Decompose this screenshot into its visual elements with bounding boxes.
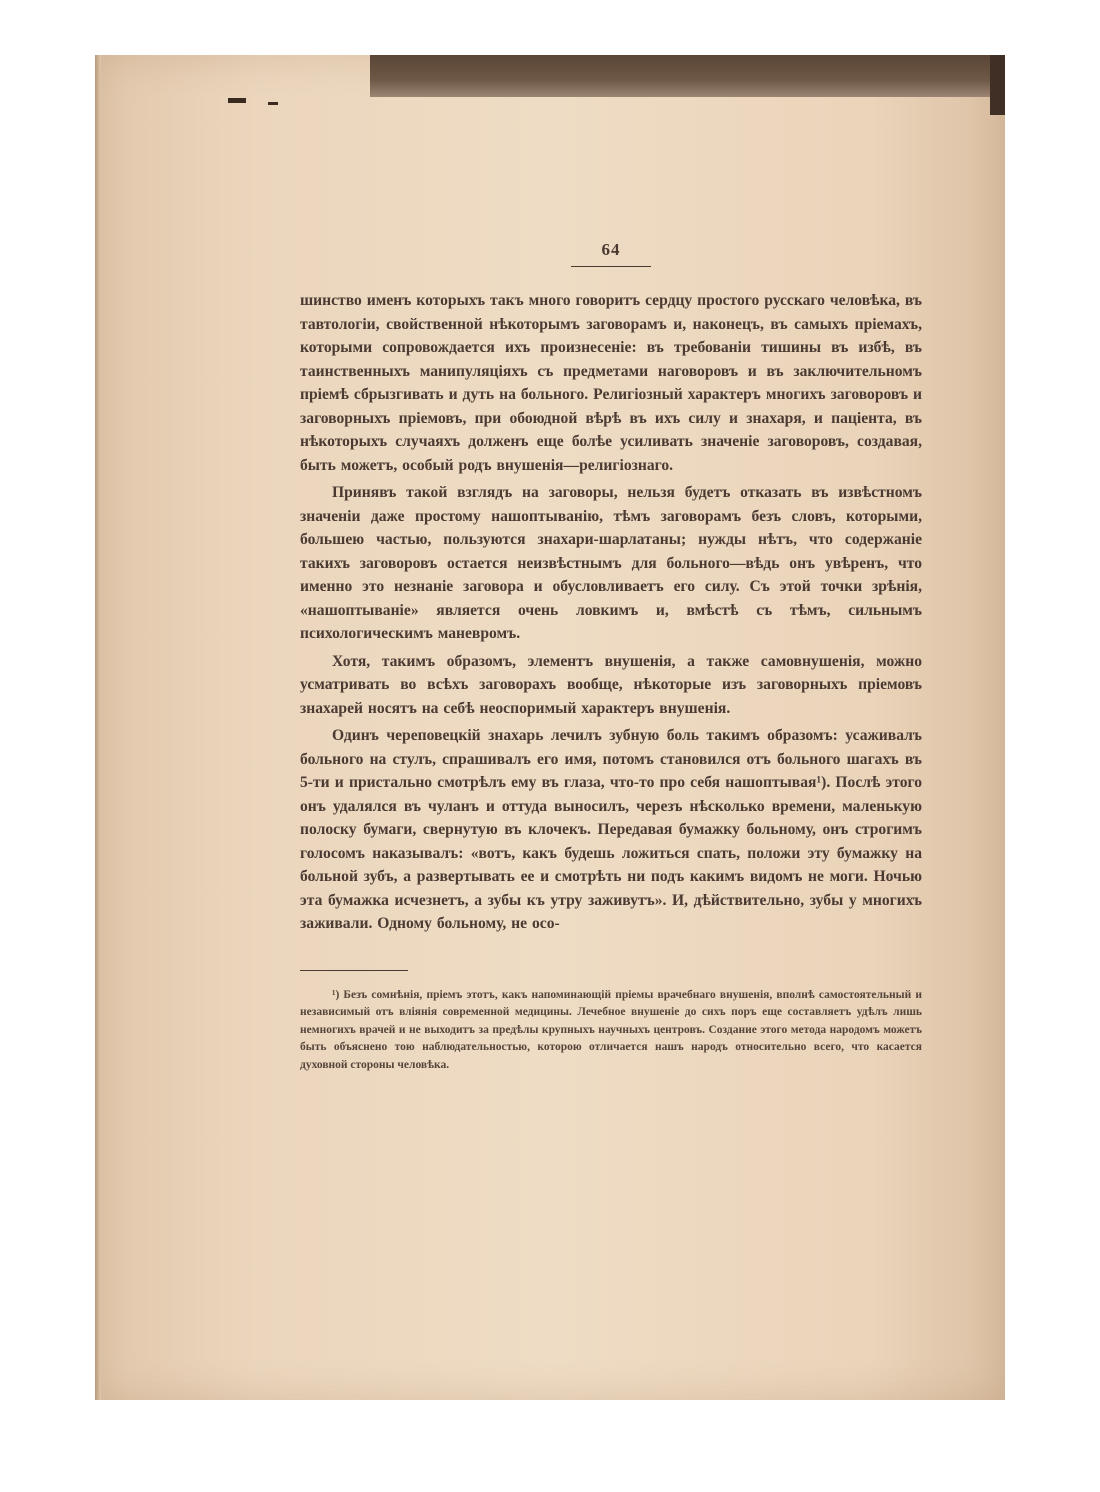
page-content <box>300 240 922 1086</box>
paragraph: Хотя, такимъ образомъ, элементъ внушенія, а также самовнушенія, можно усматривать во всѣхъ заговорахъ вообще, нѣкоторые изъ заговорныхъ пріемовъ знахарей носятъ на себѣ неоспоримый характеръ внушенія. <box>300 652 922 717</box>
footnote: ¹) Безъ сомнѣнія, пріемъ этотъ, какъ напоминающій пріемы врачебнаго внушенія, вполнѣ самостоятельный и независимый отъ вліянія современной медицины. Лечебное внушеніе до сихъ поръ еще составляетъ удѣлъ лишь немногихъ врачей и не выходитъ за предѣлы крупныхъ научныхъ центровъ. Создание этого метода народомъ можетъ быть объяснено тою наблюдательностью, которою отличается нашъ народъ относительно всего, что касается духовной стороны человѣка. <box>300 988 922 1071</box>
page-left-edge <box>95 55 101 1400</box>
paragraph: Одинъ череповецкій знахарь лечилъ зубную боль такимъ образомъ: усаживалъ больного на стулъ, спрашивалъ его имя, потомъ становился отъ больного шагахъ въ 5-ти и пристально смотрѣлъ ему въ глаза, что-то про себя нашоптывая¹). Послѣ этого онъ удалялся въ чуланъ и оттуда выносилъ, черезъ нѣсколько времени, маленькую полоску бумаги, свернутую въ клочекъ. Передавая бумажку больному, онъ строгимъ голосомъ наказывалъ: «вотъ, какъ будешь ложиться спать, положи эту бумажку на больной зубъ, а развертывать ее и смотрѣть ни подъ какимъ видомъ не моги. Ночью эта бумажка исчезнетъ, а зубы къ утру заживутъ». И, дѣйствительно, зубы у многихъ заживали. Одному больному, не осо- <box>300 727 922 932</box>
ink-mark <box>268 102 278 105</box>
ink-mark <box>228 98 246 103</box>
body-text <box>300 289 922 936</box>
page-number: 64 <box>571 240 651 267</box>
scan-top-band <box>370 55 1005 97</box>
footnote-divider <box>300 970 408 971</box>
paragraph: шинство именъ которыхъ такъ много говоритъ сердцу простого русскаго человѣка, въ тавтологіи, свойственной нѣкоторымъ заговорамъ и, наконецъ, въ самыхъ пріемахъ, которыми сопровождается ихъ произнесеніе: въ требованіи тишины въ избѣ, въ таинственныхъ манипуляціяхъ съ предметами наговоровъ и въ заключительномъ пріемѣ сбрызгивать и дуть на больного. Религіозный характеръ многихъ заговоровъ и заговорныхъ пріемовъ, при обоюдной вѣрѣ въ ихъ силу и знахаря, и паціента, въ нѣкоторыхъ случаяхъ долженъ еще болѣе усиливать значеніе заговоровъ, создавая, быть можетъ, особый родъ внушенія—религіознаго. <box>300 292 922 474</box>
paragraph: Принявъ такой взглядъ на заговоры, нельзя будетъ отказать въ извѣстномъ значеніи даже простому нашоптыванію, тѣмъ заговорамъ безъ словъ, которыми, большею частью, пользуются знахари-шарлатаны; нужды нѣтъ, что содержаніе такихъ заговоровъ остается неизвѣстнымъ для больного—вѣдь онъ увѣренъ, что именно это незнаніе заговора и обусловливаетъ его силу. Съ этой точки зрѣнія, «нашоптываніе» является очень ловкимъ и, вмѣстѣ съ тѣмъ, сильнымъ психологическимъ маневромъ. <box>300 484 922 642</box>
scan-right-corner <box>990 55 1005 115</box>
